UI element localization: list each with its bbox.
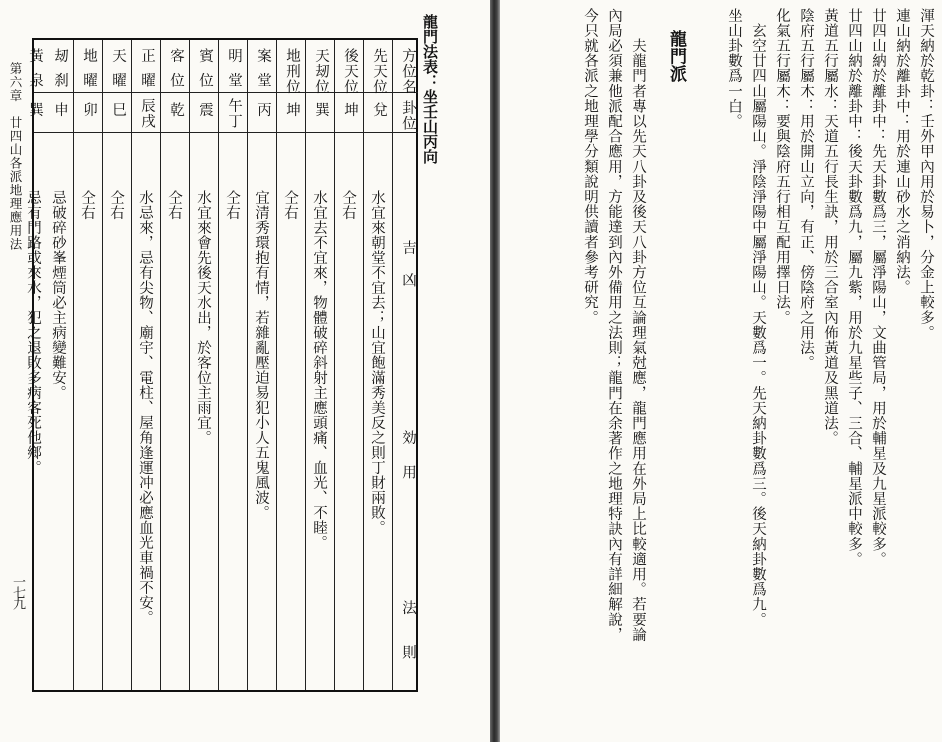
row-direction: 兌 [371,102,387,118]
header-usage: 効用 [400,430,416,499]
paragraph-line: 黃道五行屬水：天道五行長生訣，用於三合室內佈黃道及黑道法。 [822,8,838,446]
row-description: 水宜來會先後天水出，於客位主雨宜。 [195,190,211,445]
row-name: 正曜 [139,48,155,97]
row-description: 仝右 [79,190,95,220]
row-direction: 坤 [284,102,300,118]
row-name: 案堂 [255,48,271,97]
row-description: 忌有門路或來水，犯之退敗多病客死他鄉。 [25,190,41,475]
row-direction: 辰戌 [139,98,155,129]
row-description: 仝右 [282,190,298,220]
section-heading: 龍門派 [666,30,686,83]
row-name: 賓位 [197,48,213,97]
row-direction: 申 [52,102,68,118]
row-description: 仝右 [108,190,124,220]
paragraph-line: 化氣五行屬木：要與陰府五行相互配用擇日法。 [774,8,790,326]
row-description: 水宜來朝堂不宜去；山宜飽滿秀美反之則丁財兩敗。 [369,190,385,535]
row-direction: 巽 [313,102,329,118]
paragraph-line: 廿四山納於離卦中：後天卦數爲九，屬九紫，用於九星些子、三合、輔星派中較多。 [846,8,862,567]
header-good-bad: 吉凶 [400,240,416,305]
paragraph-line: 陰府五行屬木：用於開山立向，有正、傍陰府之用法。 [798,8,814,371]
row-name: 地曜 [81,48,97,97]
section-body-line: 內局必須兼他派配合應用，方能達到內外備用之法則；龍門在余著作之地理特訣內有詳細解說， [606,8,622,643]
section-body-line: 今只就各派之地理學分類說明供讀者參考研究。 [582,8,598,326]
row-name: 客位 [168,48,184,97]
row-name: 先天位 [371,48,387,95]
row-description: 仝右 [166,190,182,220]
row-direction: 丙 [255,102,271,118]
paragraph-line: 玄空廿四山屬陽山。淨陰淨陽中屬淨陽山。天數爲一。先天納卦數爲三。後天納卦數爲九。 [750,8,766,628]
header-rule: 法則 [400,600,416,689]
row-description: 宜清秀環抱有情，若雜亂壓迫易犯小人五鬼風波。 [253,190,269,520]
row-direction: 巳 [110,102,126,118]
chapter-header: 第六章 廿四山各派地理應用法 [8,62,23,251]
row-name: 明堂 [226,48,242,97]
row-direction: 巽 [27,102,43,118]
row-direction: 午丁 [226,98,242,129]
row-name: 地刑位 [284,48,300,95]
header-direction: 卦位 [400,100,416,131]
row-name: 天刼位 [313,48,329,95]
row-direction: 坤 [342,102,358,118]
rule-table [25,38,418,692]
row-description: 仝右 [340,190,356,220]
paragraph-line: 坐山卦數爲一白。 [726,8,742,129]
row-description: 水忌來，忌有尖物、廟宇、電柱、屋角逢運冲必應血光車禍不安。 [137,190,153,625]
page-number: 一七九 [10,575,25,608]
row-name: 後天位 [342,48,358,95]
row-description: 忌破碎砂峯煙筒必主病變難安。 [50,190,66,400]
row-direction: 震 [197,102,213,118]
table-title: 龍門法表：坐壬山丙向 [421,14,439,164]
row-name: 黃泉 [27,48,43,97]
row-name: 天曜 [110,48,126,97]
row-description: 水宜去不宜來，物體破碎斜射主應頭痛、血光、不睦。 [311,190,327,550]
row-description: 仝右 [224,190,240,220]
right-page [498,0,942,742]
paragraph-line: 渾天納於乾卦：壬外甲內用於易卜，分金上較多。 [918,8,934,341]
row-direction: 卯 [81,102,97,118]
section-body-line: 夫龍門者專以先天八卦及後天八卦方位互論理氣尅應，龍門應用在外局上比較適用。若要論 [630,8,646,643]
header-position-name: 方位名 [400,48,416,95]
row-direction: 乾 [168,102,184,118]
paragraph-line: 廿四山納於離卦中：先天卦數爲三，屬淨陽山，文曲管局，用於輔星及九星派較多。 [870,8,886,567]
row-name: 刼刹 [52,48,68,97]
paragraph-line: 連山納於離卦中：用於連山砂水之消納法。 [894,8,910,295]
